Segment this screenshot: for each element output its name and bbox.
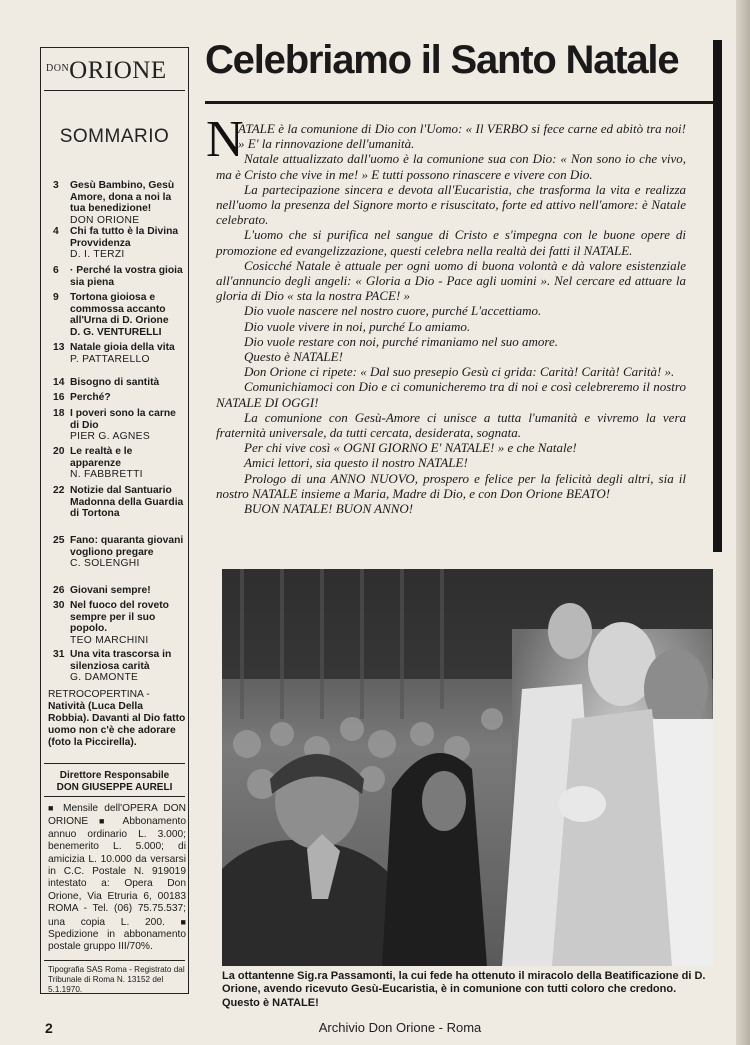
- toc-title: Bisogno di santità: [70, 377, 160, 388]
- archive-credit: Archivio Don Orione - Roma: [318, 1020, 482, 1035]
- toc-item[interactable]: [70, 600, 186, 646]
- director-title: Direttore Responsabile: [59, 770, 170, 781]
- subscription-info: [48, 802, 186, 954]
- drop-cap: N: [206, 111, 244, 168]
- subscription-prices: Abbonamento annuo ordinario L. 3.000; benemerito L. 5.000; di amicizia L. 10.000 da versarsi in C.C. Postale N. 919019 intestato a: Opera Don Orione, Via Etruria 6, 00183 ROMA - Tel. (06) 75.75.537; una copia L. 200.: [48, 816, 186, 928]
- priest-head: [548, 603, 592, 659]
- square-bullet-icon: ■: [180, 916, 186, 927]
- margin-black-bar: [713, 40, 722, 552]
- toc-item[interactable]: [70, 180, 186, 226]
- director-name: DON GIUSEPPE AURELI: [56, 782, 173, 793]
- toc-page-number: 14: [53, 377, 65, 388]
- article-body: [216, 121, 686, 516]
- toc-author: TEO MARCHINI: [70, 634, 149, 646]
- veiled-woman-face: [422, 771, 466, 831]
- article-paragraph: Per chi vive così « OGNI GIORNO E' NATALE! » e che Natale!: [244, 440, 577, 456]
- toc-author: N. FABBRETTI: [70, 469, 143, 480]
- toc-item[interactable]: [70, 649, 186, 684]
- logo-divider: [44, 90, 185, 91]
- toc-page-number: 13: [53, 342, 65, 353]
- toc-page-number: 22: [53, 485, 65, 496]
- divider: [44, 763, 185, 764]
- article-paragraph: La partecipazione sincera e devota all'Eucaristia, che trasforma la vita e realizza nell'uomo la presenza del Signore morto e risuscitato, forte ed attivo nell'amore: è Natale celebrato.: [216, 181, 686, 228]
- toc-item[interactable]: [70, 292, 186, 338]
- toc-item[interactable]: [70, 408, 186, 443]
- retro-label: RETROCOPERTINA -: [48, 689, 150, 700]
- toc-page-number: 20: [53, 446, 65, 457]
- toc-page-number: 26: [53, 585, 65, 596]
- toc-item[interactable]: [70, 377, 186, 389]
- page-edge-shadow: [736, 0, 750, 1045]
- article-paragraph: Don Orione ci ripete: « Dal suo presepio Gesù ci grida: Carità! Carità! Carità! ».: [244, 364, 675, 380]
- article-paragraph: L'uomo che si purifica nel sangue di Cristo e s'impegna con le buone opere di promozione ed evangelizzazione, questi celebra nella realtà dei fatti il NATALE.: [216, 227, 686, 258]
- article-paragraph: Dio vuole nascere nel nostro cuore, purché L'accettiamo.: [244, 303, 542, 319]
- printer-registration: Tipografia SAS Roma - Registrato dal Tribunale di Roma N. 13152 del 5.1.1970.: [48, 965, 185, 994]
- toc-page-number: 9: [53, 292, 59, 303]
- article-paragraph: La comunione con Gesù-Amore ci unisce a tutta l'umanità e vivremo la vera fraternità universale, da tutti cercata, desiderata, sognata.: [216, 409, 686, 441]
- priest-head: [644, 649, 708, 729]
- toc-item[interactable]: [70, 535, 186, 570]
- retro-text: Natività (Luca Della Robbia). Davanti al Dio fatto uomo non c'è che adorare (foto la Piccirella).: [48, 701, 186, 748]
- logo-big-text: ORIONE: [69, 57, 167, 84]
- toc-page-number: 25: [53, 535, 65, 546]
- subscription-publisher: Mensile dell'OPERA DON ORIONE: [48, 803, 186, 828]
- toc-page-number: 30: [53, 600, 65, 611]
- photo-caption: La ottantenne Sig.ra Passamonti, la cui fede ha ottenuto il miracolo della Beatificazione di D. Orione, avendo ricevuto Gesù-Eucaristia, è in comunione con tutti coloro che credono. Questo è NATALE!: [222, 970, 706, 1009]
- toc-item[interactable]: [70, 446, 186, 481]
- article-title: Celebriamo il Santo Natale: [205, 38, 679, 82]
- divider: [44, 960, 185, 961]
- toc-item[interactable]: [70, 485, 186, 520]
- toc-title: Notizie dal Santuario Madonna della Guardia di Tortona: [70, 485, 184, 519]
- toc-item[interactable]: [70, 342, 186, 365]
- article-paragraph: Questo è NATALE!: [244, 349, 343, 365]
- toc-author: G. DAMONTE: [70, 672, 139, 683]
- toc-author: C. SOLENGHI: [70, 558, 140, 569]
- toc-item[interactable]: [70, 265, 186, 288]
- square-bullet-icon: ■: [48, 803, 57, 813]
- toc-page-number: 3: [53, 180, 59, 191]
- toc-title: I poveri sono la carne di Dio: [70, 408, 176, 431]
- article-paragraph: Dio vuole restare con noi, purché rimaniamo nel suo amore.: [244, 333, 558, 349]
- square-bullet-icon: ■: [98, 816, 113, 827]
- divider: [44, 796, 185, 797]
- toc-title: Perché?: [70, 392, 111, 403]
- toc-author: D. G. VENTURELLI: [70, 326, 162, 338]
- toc-page-number: 16: [53, 392, 65, 403]
- toc-author: P. PATTARELLO: [70, 353, 150, 365]
- toc-title: Natale gioia della vita: [70, 342, 175, 353]
- photo-illustration: [222, 569, 713, 966]
- toc-title: Nel fuoco del roveto sempre per il suo popolo.: [70, 600, 169, 634]
- subscription-shipping: Spedizione in abbonamento postale gruppo III/70%.: [48, 929, 186, 953]
- toc-page-number: 6: [53, 265, 59, 276]
- article-paragraph: ATALE è la comunione di Dio con l'Uomo: « Il VERBO si fece carne ed abitò tra noi! » E' la rinnovazione dell'umanità.: [238, 121, 686, 152]
- don-orione-logo: [46, 57, 182, 85]
- toc-page-number: 18: [53, 408, 65, 419]
- toc-page-number: 31: [53, 649, 65, 660]
- toc-author: D. I. TERZI: [70, 249, 125, 260]
- toc-author: PIER G. AGNES: [70, 431, 151, 442]
- toc-item[interactable]: [70, 585, 186, 597]
- toc-title: Giovani sempre!: [70, 585, 151, 596]
- article-paragraph: Cosicché Natale è attuale per ogni uomo di buona volontà e dà valore esistenziale all'annuncio degli angeli: « Gloria a Dio - Pace agli uomini ». Nel cercare ed attuare la gloria di Dio « sta la nostra PACE! »: [216, 257, 686, 304]
- article-paragraph: Prologo di una ANNO NUOVO, prospero e felice per la felicità degli altri, sia il nostro NATALE insieme a Maria, Madre di Dio, e con Don Orione BEATO!: [216, 470, 686, 501]
- toc-item[interactable]: [70, 226, 186, 261]
- toc-title: · Perché la vostra gioia sia piena: [70, 265, 183, 288]
- chalice: [558, 786, 606, 822]
- article-paragraph: Dio vuole vivere in noi, purché Lo amiamo.: [244, 318, 471, 334]
- article-paragraph: Natale attualizzato dall'uomo è la comunione sua con Dio: « Non sono io che vivo, ma è Cristo che vive in me! » E tutti possono rinascere e vivere con Dio.: [216, 151, 686, 182]
- toc-title: Chi fa tutto è la Divina Provvidenza: [70, 226, 179, 249]
- title-rule: [205, 101, 713, 104]
- toc-item[interactable]: [70, 392, 186, 404]
- toc-title: Gesù Bambino, Gesù Amore, dona a noi la tua benedizione!: [70, 180, 175, 214]
- toc-author: DON ORIONE: [70, 214, 140, 226]
- communion-photo: [222, 569, 713, 966]
- toc-title: Tortona gioiosa e commossa accanto all'Urna di D. Orione: [70, 292, 169, 326]
- director-block: [44, 770, 185, 794]
- article-paragraph: BUON NATALE! BUON ANNO!: [244, 501, 414, 517]
- article-paragraph: Amici lettori, sia questo il nostro NATALE!: [244, 455, 468, 471]
- logo-small-text: DON: [46, 63, 70, 74]
- retrocopertina-note: [48, 689, 186, 749]
- page-number: 2: [45, 1020, 53, 1036]
- toc-page-number: 4: [53, 226, 59, 237]
- toc-title: Fano: quaranta giovani vogliono pregare: [70, 535, 184, 558]
- sommario-heading: SOMMARIO: [59, 126, 170, 147]
- toc-title: Le realtà e le apparenze: [70, 446, 133, 469]
- article-paragraph: Comunichiamoci con Dio e ci comunicheremo tra di noi e così celebreremo il nostro NATALE DI OGGI!: [216, 379, 686, 410]
- toc-title: Una vita trascorsa in silenziosa carità: [70, 649, 172, 672]
